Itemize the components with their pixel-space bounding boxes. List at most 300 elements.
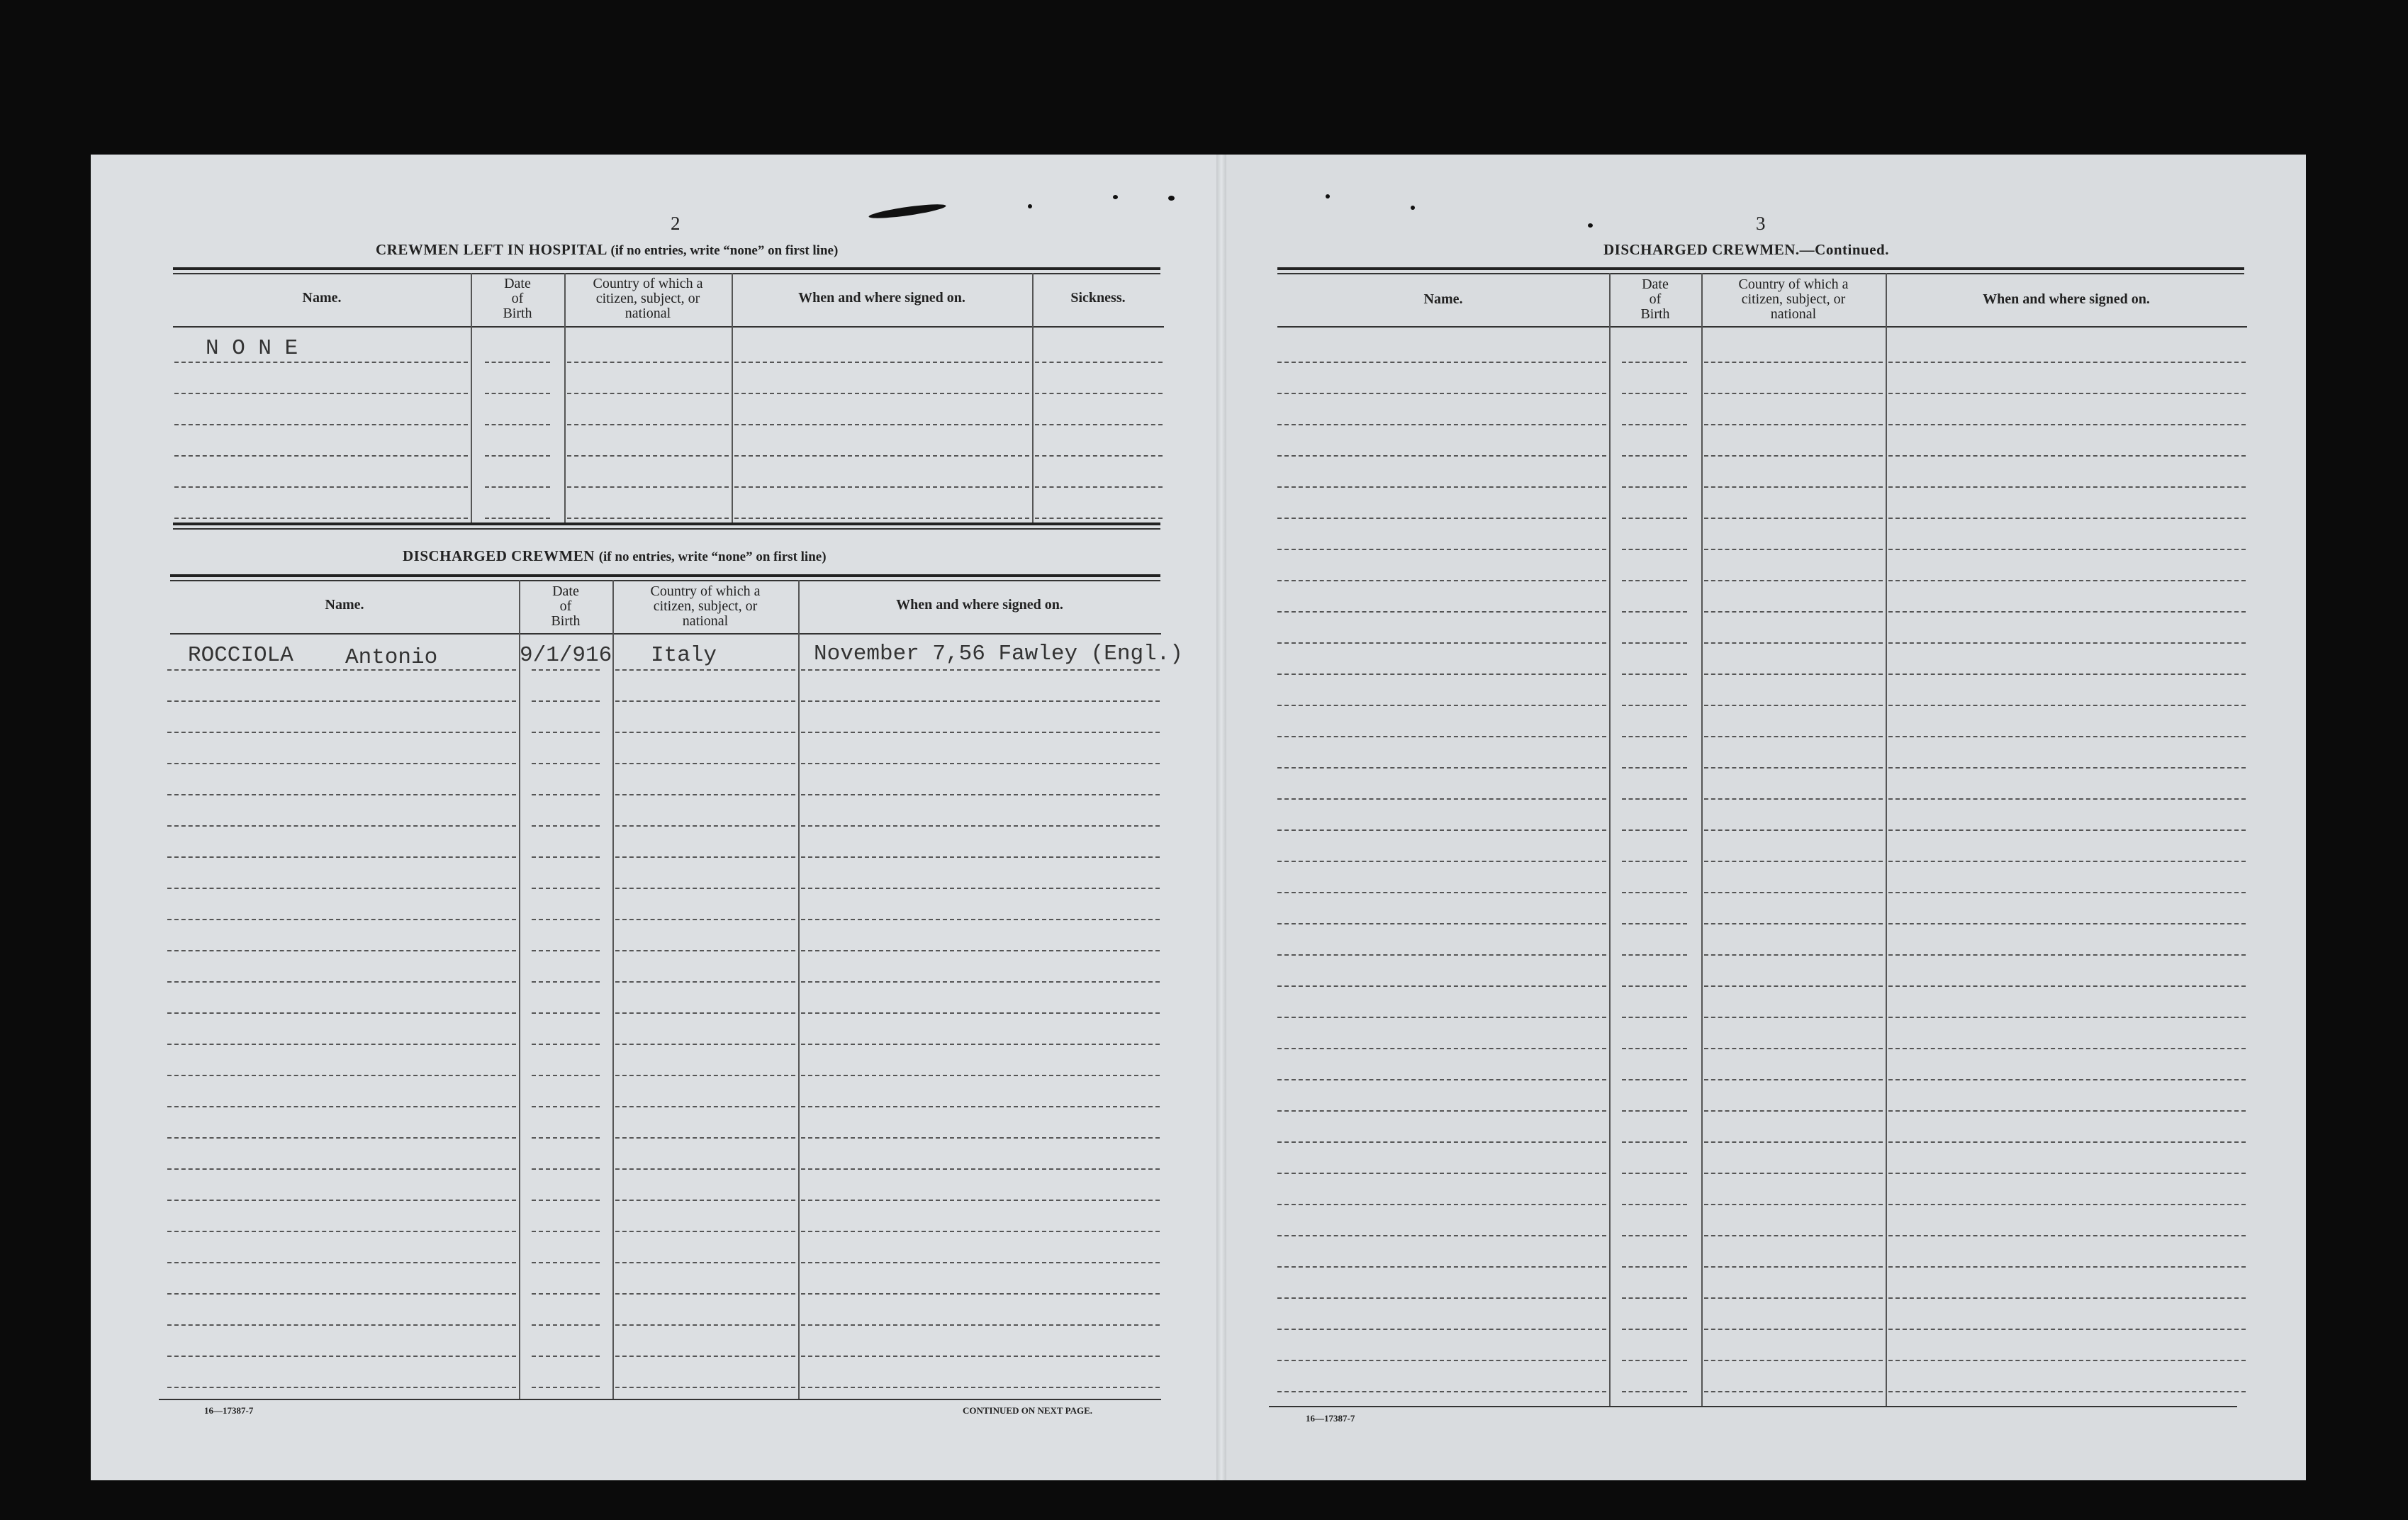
ruled-line: [1277, 1173, 1606, 1174]
crewman-given-name: Antonio: [345, 645, 438, 670]
column-divider: [471, 273, 472, 525]
ruled-line: [1277, 362, 1606, 363]
ruled-line: [615, 763, 795, 764]
ruled-line: [1622, 1235, 1687, 1236]
table-rule: [173, 273, 1160, 274]
discharged-header-signed: When and where signed on.: [896, 597, 1063, 613]
ruled-line: [1277, 892, 1606, 893]
ruled-line: [1622, 549, 1687, 550]
discharged-header-country: Country of which a citizen, subject, or national: [650, 583, 761, 629]
form-number: 16—17387-7: [204, 1405, 254, 1416]
ruled-line: [801, 1075, 1160, 1076]
ruled-line: [167, 1324, 516, 1326]
column-divider: [612, 580, 614, 1399]
ruled-line: [615, 732, 795, 733]
ruled-line: [1622, 1079, 1687, 1080]
discharged-header-dob: Date of Birth: [551, 583, 581, 629]
column-divider: [732, 273, 733, 525]
ruled-line: [615, 888, 795, 889]
ruled-line: [1888, 1360, 2246, 1361]
ruled-line: [1277, 393, 1606, 394]
ruled-line: [1888, 1048, 2246, 1049]
ruled-line: [167, 669, 516, 671]
ruled-line: [1888, 1110, 2246, 1112]
ruled-line: [567, 486, 729, 488]
ruled-line: [615, 825, 795, 827]
ruled-line: [174, 455, 468, 457]
ruled-line: [801, 888, 1160, 889]
ruled-line: [1277, 798, 1606, 800]
ruled-line: [1704, 892, 1883, 893]
ruled-line: [1888, 1204, 2246, 1205]
right-page: [1221, 155, 2306, 1480]
ruled-line: [1888, 611, 2246, 613]
ruled-line: [801, 1356, 1160, 1357]
ruled-line: [567, 393, 729, 394]
ruled-line: [532, 1200, 600, 1201]
ruled-line: [615, 1075, 795, 1076]
ruled-line: [1888, 549, 2246, 550]
ruled-line: [1035, 424, 1163, 425]
ruled-line: [167, 1293, 516, 1295]
ruled-line: [532, 1387, 600, 1388]
ruled-line: [615, 794, 795, 795]
ruled-line: [801, 732, 1160, 733]
ruled-line: [1888, 518, 2246, 519]
ruled-line: [1888, 486, 2246, 488]
ruled-line: [1888, 1173, 2246, 1174]
ruled-line: [801, 1106, 1160, 1107]
ruled-line: [1704, 362, 1883, 363]
ruled-line: [167, 1012, 516, 1014]
ruled-line: [1888, 736, 2246, 737]
ruled-line: [532, 950, 600, 951]
ruled-line: [1704, 1329, 1883, 1330]
ruled-line: [485, 393, 550, 394]
ruled-line: [1704, 580, 1883, 581]
ruled-line: [801, 1387, 1160, 1388]
ruled-line: [1704, 1204, 1883, 1205]
table-rule: [1277, 326, 2247, 328]
ruled-line: [532, 794, 600, 795]
ruled-line: [1704, 767, 1883, 769]
ruled-line: [1277, 1297, 1606, 1299]
ruled-line: [1277, 705, 1606, 706]
ruled-line: [1888, 1017, 2246, 1018]
ruled-line: [1704, 1360, 1883, 1361]
ink-speck: [1168, 196, 1175, 201]
ruled-line: [801, 1137, 1160, 1139]
ruled-line: [1277, 985, 1606, 987]
column-divider: [1886, 273, 1887, 1407]
ruled-line: [1035, 518, 1163, 519]
ruled-line: [1704, 549, 1883, 550]
ruled-line: [1035, 455, 1163, 457]
ruled-line: [1277, 1391, 1606, 1392]
ruled-line: [801, 1044, 1160, 1045]
ruled-line: [1704, 518, 1883, 519]
ruled-line: [1888, 1329, 2246, 1330]
ruled-line: [174, 393, 468, 394]
ruled-line: [801, 1324, 1160, 1326]
column-divider: [564, 273, 566, 525]
ruled-line: [1704, 1110, 1883, 1112]
hospital-title-note: (if no entries, write “none” on first line): [610, 243, 839, 258]
ruled-line: [485, 486, 550, 488]
ruled-line: [1704, 705, 1883, 706]
ruled-line: [167, 700, 516, 702]
ruled-line: [1277, 736, 1606, 737]
ruled-line: [1704, 674, 1883, 675]
ruled-line: [1704, 736, 1883, 737]
ruled-line: [567, 518, 729, 519]
ruled-line: [615, 1200, 795, 1201]
ruled-line: [801, 763, 1160, 764]
ruled-line: [532, 1324, 600, 1326]
continued-note: CONTINUED ON NEXT PAGE.: [963, 1405, 1092, 1416]
ruled-line: [1277, 861, 1606, 862]
ruled-line: [167, 950, 516, 951]
ruled-line: [167, 1262, 516, 1263]
page-number: 3: [1756, 213, 1766, 234]
column-divider: [1701, 273, 1703, 1407]
ruled-line: [734, 362, 1029, 363]
ink-speck: [1028, 204, 1032, 208]
ruled-line: [615, 919, 795, 920]
ruled-line: [532, 919, 600, 920]
right-section-title: DISCHARGED CREWMEN.—Continued.: [1603, 241, 1889, 258]
ruled-line: [485, 455, 550, 457]
discharged-title-note: (if no entries, write “none” on first line): [598, 549, 827, 564]
ruled-line: [1277, 1110, 1606, 1112]
ruled-line: [1035, 362, 1163, 363]
ruled-line: [1277, 1235, 1606, 1236]
form-number: 16—17387-7: [1306, 1413, 1355, 1424]
ruled-line: [615, 1324, 795, 1326]
table-rule: [1277, 273, 2244, 274]
ruled-line: [1277, 1141, 1606, 1143]
ruled-line: [167, 1387, 516, 1388]
ruled-line: [1622, 1360, 1687, 1361]
ruled-line: [1704, 1391, 1883, 1392]
ruled-line: [1622, 1329, 1687, 1330]
ruled-line: [615, 1012, 795, 1014]
ruled-line: [1704, 455, 1883, 457]
ruled-line: [1888, 829, 2246, 831]
ruled-line: [615, 1293, 795, 1295]
ruled-line: [615, 856, 795, 858]
ruled-line: [1888, 580, 2246, 581]
ruled-line: [615, 1137, 795, 1139]
ruled-line: [1277, 954, 1606, 956]
ruled-line: [1704, 1141, 1883, 1143]
table-rule: [173, 522, 1160, 525]
ruled-line: [1888, 424, 2246, 425]
ruled-line: [1277, 674, 1606, 675]
ruled-line: [1704, 642, 1883, 644]
ruled-line: [1622, 1297, 1687, 1299]
ruled-line: [1622, 954, 1687, 956]
ruled-line: [167, 856, 516, 858]
ruled-line: [1622, 1048, 1687, 1049]
ruled-line: [1622, 1266, 1687, 1268]
ruled-line: [801, 950, 1160, 951]
ruled-line: [615, 1387, 795, 1388]
ruled-line: [801, 825, 1160, 827]
ruled-line: [532, 981, 600, 983]
ruled-line: [1277, 1360, 1606, 1361]
ruled-line: [1622, 642, 1687, 644]
ruled-line: [167, 1200, 516, 1201]
hospital-entry: N O N E: [206, 336, 298, 361]
ruled-line: [532, 1356, 600, 1357]
ruled-line: [1704, 1235, 1883, 1236]
ruled-line: [1622, 829, 1687, 831]
ruled-line: [1888, 767, 2246, 769]
hospital-header-dob: Date of Birth: [503, 276, 532, 321]
ruled-line: [1277, 829, 1606, 831]
discharged-title-text: DISCHARGED CREWMEN: [403, 547, 595, 564]
ruled-line: [801, 1012, 1160, 1014]
right-header-country: Country of which a citizen, subject, or national: [1738, 276, 1849, 322]
ruled-line: [1704, 861, 1883, 862]
ruled-line: [167, 1168, 516, 1170]
table-rule: [1277, 267, 2244, 270]
hospital-title-text: CREWMEN LEFT IN HOSPITAL: [376, 241, 607, 258]
ruled-line: [615, 1168, 795, 1170]
ruled-line: [1035, 393, 1163, 394]
ruled-line: [1277, 1048, 1606, 1049]
table-rule: [173, 528, 1160, 530]
ruled-line: [801, 1293, 1160, 1295]
ruled-line: [1622, 1173, 1687, 1174]
ruled-line: [532, 856, 600, 858]
page-number: 2: [671, 213, 681, 234]
ruled-line: [1622, 362, 1687, 363]
ruled-line: [1704, 1173, 1883, 1174]
ruled-line: [485, 424, 550, 425]
ruled-line: [1035, 486, 1163, 488]
ruled-line: [1888, 1141, 2246, 1143]
discharged-section-title: [403, 547, 827, 565]
ruled-line: [1277, 1266, 1606, 1268]
ruled-line: [1622, 923, 1687, 924]
table-rule: [159, 1399, 1161, 1400]
ruled-line: [1704, 611, 1883, 613]
ruled-line: [167, 981, 516, 983]
ink-speck: [1326, 194, 1330, 199]
ruled-line: [801, 669, 1160, 671]
ruled-line: [734, 424, 1029, 425]
ruled-line: [1622, 455, 1687, 457]
ruled-line: [1704, 424, 1883, 425]
hospital-header-signed: When and where signed on.: [798, 290, 965, 306]
ruled-line: [1622, 736, 1687, 737]
ruled-line: [532, 1231, 600, 1232]
right-header-name: Name.: [1423, 291, 1463, 307]
crewman-signed-on: November 7,56 Fawley (Engl.): [814, 642, 1183, 666]
ruled-line: [615, 669, 795, 671]
ruled-line: [1277, 1204, 1606, 1205]
ruled-line: [1704, 829, 1883, 831]
ruled-line: [1704, 1266, 1883, 1268]
ruled-line: [801, 794, 1160, 795]
ruled-line: [615, 1356, 795, 1357]
hospital-section-title: [376, 241, 838, 259]
hospital-header-name: Name.: [302, 290, 342, 306]
ruled-line: [1622, 767, 1687, 769]
column-divider: [1032, 273, 1034, 525]
ruled-line: [1704, 954, 1883, 956]
table-rule: [170, 580, 1160, 581]
ruled-line: [1277, 611, 1606, 613]
ruled-line: [1622, 580, 1687, 581]
hospital-header-country: Country of which a citizen, subject, or national: [593, 276, 703, 321]
ruled-line: [1277, 580, 1606, 581]
ruled-line: [1888, 954, 2246, 956]
ruled-line: [615, 1106, 795, 1107]
ruled-line: [1622, 705, 1687, 706]
column-divider: [1609, 273, 1611, 1407]
ruled-line: [1622, 424, 1687, 425]
ruled-line: [734, 486, 1029, 488]
ruled-line: [1622, 486, 1687, 488]
ruled-line: [174, 362, 468, 363]
ruled-line: [1888, 705, 2246, 706]
ruled-line: [532, 825, 600, 827]
ruled-line: [1704, 486, 1883, 488]
ruled-line: [532, 1075, 600, 1076]
ruled-line: [167, 763, 516, 764]
ruled-line: [174, 486, 468, 488]
ruled-line: [1888, 642, 2246, 644]
ruled-line: [485, 362, 550, 363]
ruled-line: [1622, 1391, 1687, 1392]
ruled-line: [167, 919, 516, 920]
ruled-line: [1622, 1110, 1687, 1112]
ruled-line: [1622, 393, 1687, 394]
table-rule: [173, 326, 1164, 328]
ruled-line: [532, 1044, 600, 1045]
ruled-line: [615, 1262, 795, 1263]
ruled-line: [734, 518, 1029, 519]
ruled-line: [801, 1231, 1160, 1232]
ruled-line: [1277, 642, 1606, 644]
ruled-line: [167, 1075, 516, 1076]
ruled-line: [1622, 798, 1687, 800]
ruled-line: [615, 981, 795, 983]
ruled-line: [1622, 518, 1687, 519]
ruled-line: [1277, 1329, 1606, 1330]
ruled-line: [1888, 455, 2246, 457]
ruled-line: [1622, 861, 1687, 862]
ruled-line: [532, 1293, 600, 1295]
ruled-line: [801, 1262, 1160, 1263]
ruled-line: [532, 1262, 600, 1263]
right-header-signed: When and where signed on.: [1983, 291, 2150, 307]
ruled-line: [1277, 518, 1606, 519]
table-rule: [170, 633, 1161, 635]
ruled-line: [1622, 1017, 1687, 1018]
ruled-line: [1277, 923, 1606, 924]
ruled-line: [1277, 455, 1606, 457]
ruled-line: [1888, 861, 2246, 862]
ruled-line: [1704, 1048, 1883, 1049]
ruled-line: [1888, 1079, 2246, 1080]
ruled-line: [1277, 1017, 1606, 1018]
ruled-line: [1277, 424, 1606, 425]
ruled-line: [1704, 1079, 1883, 1080]
ruled-line: [1622, 674, 1687, 675]
ink-speck: [1113, 195, 1118, 199]
crewman-country: Italy: [651, 643, 717, 668]
ruled-line: [167, 1106, 516, 1107]
ruled-line: [801, 981, 1160, 983]
ruled-line: [567, 455, 729, 457]
ruled-line: [1888, 393, 2246, 394]
ruled-line: [167, 1231, 516, 1232]
ruled-line: [1704, 923, 1883, 924]
ruled-line: [167, 1356, 516, 1357]
ruled-line: [1704, 985, 1883, 987]
ruled-line: [1888, 1235, 2246, 1236]
ruled-line: [485, 518, 550, 519]
ruled-line: [1704, 393, 1883, 394]
hospital-header-sickness: Sickness.: [1070, 290, 1126, 306]
ruled-line: [801, 1200, 1160, 1201]
crewman-surname: ROCCIOLA: [188, 643, 293, 668]
ruled-line: [1622, 1204, 1687, 1205]
ruled-line: [532, 1137, 600, 1139]
ink-speck: [1411, 206, 1415, 210]
column-divider: [798, 580, 800, 1399]
table-rule: [173, 267, 1160, 270]
ruled-line: [567, 424, 729, 425]
ruled-line: [167, 888, 516, 889]
ruled-line: [801, 700, 1160, 702]
ruled-line: [734, 455, 1029, 457]
crewman-dob: 9/1/916: [520, 643, 612, 668]
ruled-line: [1704, 798, 1883, 800]
ruled-line: [1704, 1017, 1883, 1018]
ruled-line: [532, 1106, 600, 1107]
ruled-line: [1888, 674, 2246, 675]
ruled-line: [1622, 611, 1687, 613]
ruled-line: [167, 1044, 516, 1045]
ruled-line: [167, 732, 516, 733]
ruled-line: [1622, 985, 1687, 987]
ruled-line: [1888, 1391, 2246, 1392]
ruled-line: [1277, 767, 1606, 769]
column-divider: [519, 580, 520, 1399]
ruled-line: [1622, 1141, 1687, 1143]
ruled-line: [1888, 892, 2246, 893]
ruled-line: [167, 1137, 516, 1139]
ruled-line: [174, 424, 468, 425]
ruled-line: [1622, 892, 1687, 893]
ruled-line: [615, 1231, 795, 1232]
ruled-line: [167, 825, 516, 827]
discharged-header-name: Name.: [325, 597, 364, 613]
ruled-line: [532, 1012, 600, 1014]
ruled-line: [567, 362, 729, 363]
ruled-line: [1888, 985, 2246, 987]
ruled-line: [167, 794, 516, 795]
ruled-line: [532, 888, 600, 889]
ruled-line: [1888, 798, 2246, 800]
page-fold: [1216, 155, 1226, 1480]
ruled-line: [532, 700, 600, 702]
